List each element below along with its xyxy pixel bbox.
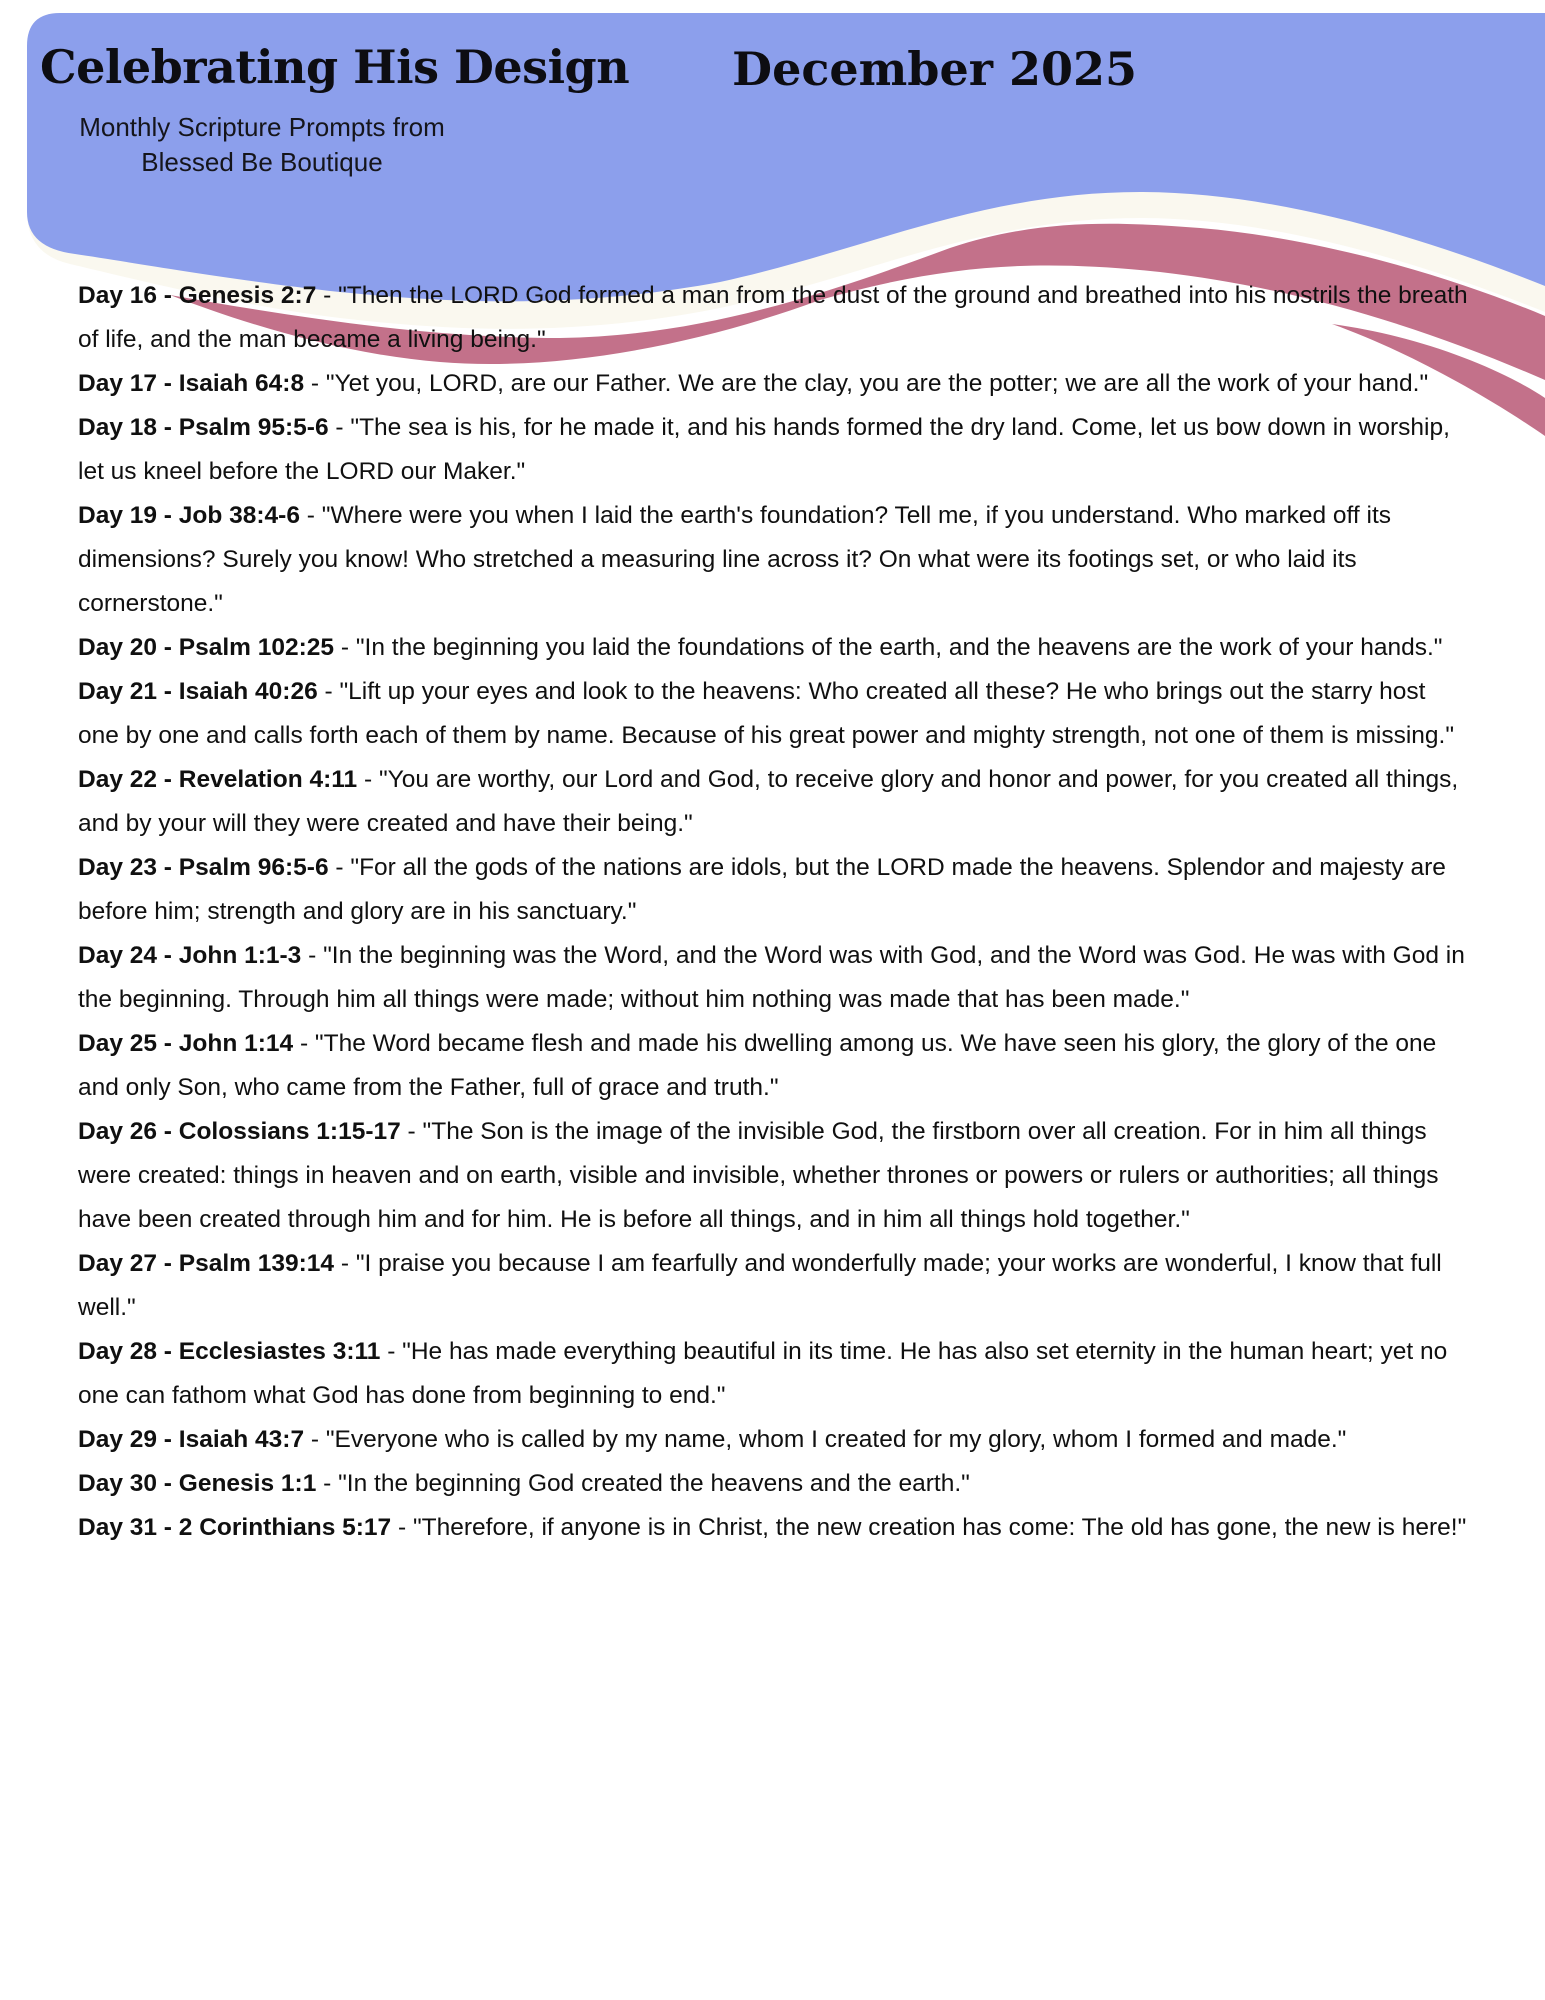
subtitle-line-2: Blessed Be Boutique xyxy=(141,147,383,177)
issue-date: December 2025 xyxy=(732,42,1137,96)
entry-quote: "Then the LORD God formed a man from the dust of the ground and breathed into his nostrils the breath of life, and the man became a living being." xyxy=(78,282,1468,353)
entry-quote: "The sea is his, for he made it, and his hands formed the dry land. Come, let us bow down in worship, let us kneel before the LORD our Maker." xyxy=(78,414,1450,485)
entry-quote: "In the beginning God created the heavens and the earth." xyxy=(338,1470,970,1497)
entry-separator: - xyxy=(328,854,351,881)
entry-separator: - xyxy=(301,942,324,969)
entry-quote: "You are worthy, our Lord and God, to receive glory and honor and power, for you created all things, and by your will they were created and have their being." xyxy=(78,766,1459,837)
entry-quote: "I praise you because I am fearfully and wonderfully made; your works are wonderful, I know that full well." xyxy=(78,1250,1442,1321)
scripture-entry xyxy=(78,626,1470,670)
scripture-entry xyxy=(78,274,1470,362)
scripture-entry xyxy=(78,1418,1470,1462)
entry-quote: "Everyone who is called by my name, whom I created for my glory, whom I formed and made." xyxy=(325,1426,1347,1453)
scripture-entry xyxy=(78,1022,1470,1110)
entry-separator: - xyxy=(317,678,340,705)
entry-label: Day 26 - Colossians 1:15-17 xyxy=(78,1118,401,1145)
page-subtitle xyxy=(52,110,472,180)
entry-quote: "Therefore, if anyone is in Christ, the new creation has come: The old has gone, the new is here!" xyxy=(412,1514,1467,1541)
entry-separator: - xyxy=(299,502,322,529)
entry-quote: "He has made everything beautiful in its time. He has also set eternity in the human heart; yet no one can fathom what God has done from beginning to end." xyxy=(78,1338,1448,1409)
subtitle-line-1: Monthly Scripture Prompts from xyxy=(79,112,445,142)
scripture-entry xyxy=(78,406,1470,494)
entry-separator: - xyxy=(391,1514,413,1541)
entry-separator: - xyxy=(334,1250,356,1277)
entry-quote: "Where were you when I laid the earth's foundation? Tell me, if you understand. Who marked off its dimensions? Surely you know! Who stretched a measuring line across it? On what were its footings set, or who laid its cornerstone." xyxy=(78,502,1392,617)
entry-label: Day 27 - Psalm 139:14 xyxy=(78,1250,335,1277)
entry-label: Day 20 - Psalm 102:25 xyxy=(78,634,335,661)
entry-label: Day 24 - John 1:1-3 xyxy=(78,942,302,969)
scripture-entry xyxy=(78,494,1470,626)
entry-separator: - xyxy=(357,766,379,793)
scripture-entry xyxy=(78,1110,1470,1242)
entry-label: Day 31 - 2 Corinthians 5:17 xyxy=(78,1514,392,1541)
scripture-entry xyxy=(78,1462,1470,1506)
entry-separator: - xyxy=(334,634,356,661)
entry-label: Day 16 - Genesis 2:7 xyxy=(78,282,317,309)
entry-label: Day 21 - Isaiah 40:26 xyxy=(78,678,318,705)
entry-label: Day 23 - Psalm 96:5-6 xyxy=(78,854,329,881)
scripture-entry xyxy=(78,670,1470,758)
scripture-entry xyxy=(78,1242,1470,1330)
entry-separator: - xyxy=(380,1338,403,1365)
entry-separator: - xyxy=(304,370,326,397)
scripture-list xyxy=(78,274,1470,1550)
entry-quote: "In the beginning was the Word, and the Word was with God, and the Word was God. He was with God in the beginning. Through him all things were made; without him nothing was made that has been made." xyxy=(78,942,1465,1013)
scripture-entry xyxy=(78,758,1470,846)
entry-quote: "The Word became flesh and made his dwelling among us. We have seen his glory, the glory of the one and only Son, who came from the Father, full of grace and truth." xyxy=(78,1030,1437,1101)
entry-separator: - xyxy=(304,1426,326,1453)
entry-label: Day 22 - Revelation 4:11 xyxy=(78,766,358,793)
entry-label: Day 19 - Job 38:4-6 xyxy=(78,502,300,529)
entry-separator: - xyxy=(400,1118,423,1145)
entry-label: Day 17 - Isaiah 64:8 xyxy=(78,370,305,397)
scripture-entry xyxy=(78,934,1470,1022)
entry-label: Day 30 - Genesis 1:1 xyxy=(78,1470,317,1497)
entry-label: Day 28 - Ecclesiastes 3:11 xyxy=(78,1338,381,1365)
entry-quote: "Yet you, LORD, are our Father. We are the clay, you are the potter; we are all the work of your hand." xyxy=(325,370,1429,397)
scripture-entry xyxy=(78,1506,1470,1550)
entry-quote: "The Son is the image of the invisible God, the firstborn over all creation. For in him all things were created: things in heaven and on earth, visible and invisible, whether thrones or powers or rulers or authorities; all things have been created through him and for him. He is before all things, and in him all things hold together." xyxy=(78,1118,1439,1233)
scripture-entry xyxy=(78,362,1470,406)
entry-label: Day 29 - Isaiah 43:7 xyxy=(78,1426,305,1453)
entry-separator: - xyxy=(293,1030,315,1057)
scripture-entry xyxy=(78,846,1470,934)
entry-separator: - xyxy=(316,282,339,309)
entry-label: Day 18 - Psalm 95:5-6 xyxy=(78,414,329,441)
entry-separator: - xyxy=(316,1470,339,1497)
page-title: Celebrating His Design xyxy=(40,40,630,94)
entry-quote: "Lift up your eyes and look to the heavens: Who created all these? He who brings out the starry host one by one and calls forth each of them by name. Because of his great power and mighty strength, not one of them is missing." xyxy=(78,678,1455,749)
entry-quote: "For all the gods of the nations are idols, but the LORD made the heavens. Splendor and majesty are before him; strength and glory are in his sanctuary." xyxy=(78,854,1446,925)
entry-separator: - xyxy=(328,414,351,441)
entry-quote: "In the beginning you laid the foundations of the earth, and the heavens are the work of your hands." xyxy=(355,634,1443,661)
entry-label: Day 25 - John 1:14 xyxy=(78,1030,294,1057)
scripture-entry xyxy=(78,1330,1470,1418)
